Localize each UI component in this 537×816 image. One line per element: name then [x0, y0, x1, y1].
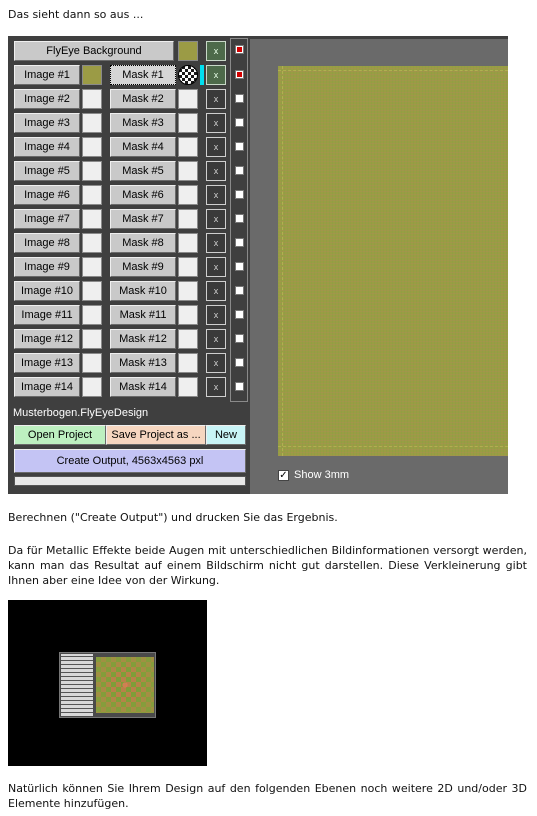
progress-bar — [14, 476, 246, 486]
layer-visible-checkbox[interactable] — [235, 262, 244, 271]
mask-color-swatch[interactable] — [178, 329, 198, 349]
image-color-swatch[interactable] — [82, 329, 102, 349]
image-color-swatch[interactable] — [82, 233, 102, 253]
mask-color-swatch[interactable] — [178, 185, 198, 205]
image-button[interactable]: Image #10 — [14, 281, 80, 301]
layer-visible-checkbox[interactable] — [235, 190, 244, 199]
image-color-swatch[interactable] — [82, 305, 102, 325]
mask-button[interactable]: Mask #14 — [110, 377, 176, 397]
image-button[interactable]: Image #14 — [14, 377, 80, 397]
background-visible-checkbox[interactable] — [235, 45, 244, 54]
layer-clear-button[interactable]: x — [206, 113, 226, 133]
layer-clear-button[interactable]: x — [206, 329, 226, 349]
new-project-button[interactable]: New — [206, 425, 246, 445]
mask-button[interactable]: Mask #11 — [110, 305, 176, 325]
layer-visible-checkbox[interactable] — [235, 334, 244, 343]
mask-color-swatch[interactable] — [178, 161, 198, 181]
image-button[interactable]: Image #4 — [14, 137, 80, 157]
layer-visible-checkbox[interactable] — [235, 166, 244, 175]
mask-button[interactable]: Mask #3 — [110, 113, 176, 133]
image-color-swatch[interactable] — [82, 137, 102, 157]
mask-button[interactable]: Mask #10 — [110, 281, 176, 301]
image-button[interactable]: Image #12 — [14, 329, 80, 349]
image-color-swatch[interactable] — [82, 185, 102, 205]
layer-clear-button[interactable]: x — [206, 161, 226, 181]
show-3mm-checkbox[interactable]: ✓ — [279, 470, 288, 481]
mask-color-swatch[interactable] — [178, 257, 198, 277]
reduced-result-image — [8, 600, 207, 766]
mask-button[interactable]: Mask #6 — [110, 185, 176, 205]
thumbnail-flyeye-pattern — [96, 657, 154, 713]
paragraph-more-layers: Natürlich können Sie Ihrem Design auf den folgenden Ebenen noch weitere 2D und/oder 3D Elemente hinzufügen. — [8, 782, 527, 810]
paragraph-create-output: Berechnen ("Create Output") und drucken Sie das Ergebnis. — [8, 511, 338, 524]
layer-clear-button[interactable]: x — [206, 65, 226, 85]
image-color-swatch[interactable] — [82, 257, 102, 277]
guide-line-left — [282, 66, 283, 456]
mask-color-swatch[interactable] — [178, 281, 198, 301]
image-color-swatch[interactable] — [82, 209, 102, 229]
image-button[interactable]: Image #13 — [14, 353, 80, 373]
image-color-swatch[interactable] — [82, 89, 102, 109]
layer-visible-checkbox[interactable] — [235, 382, 244, 391]
background-clear-button[interactable]: x — [206, 41, 226, 61]
flyeye-app-screenshot — [8, 36, 508, 494]
mask-button[interactable]: Mask #2 — [110, 89, 176, 109]
save-project-button[interactable]: Save Project as ... — [106, 425, 206, 445]
image-color-swatch[interactable] — [82, 113, 102, 133]
mask-button[interactable]: Mask #5 — [110, 161, 176, 181]
layer-clear-button[interactable]: x — [206, 377, 226, 397]
layer-clear-button[interactable]: x — [206, 305, 226, 325]
flyeye-background-button[interactable]: FlyEye Background — [14, 41, 174, 61]
mask-button[interactable]: Mask #8 — [110, 233, 176, 253]
intro-text: Das sieht dann so aus ... — [8, 8, 144, 21]
layer-visible-checkbox[interactable] — [235, 214, 244, 223]
layer-clear-button[interactable]: x — [206, 257, 226, 277]
mask-button[interactable]: Mask #13 — [110, 353, 176, 373]
image-button[interactable]: Image #6 — [14, 185, 80, 205]
mask-color-swatch[interactable] — [178, 113, 198, 133]
image-color-swatch[interactable] — [82, 353, 102, 373]
guide-line-top — [278, 70, 508, 71]
mask-button[interactable]: Mask #7 — [110, 209, 176, 229]
show-3mm-label: Show 3mm — [294, 469, 350, 481]
layer-clear-button[interactable]: x — [206, 89, 226, 109]
mask-button[interactable]: Mask #9 — [110, 257, 176, 277]
mask-color-swatch[interactable] — [178, 209, 198, 229]
mask-button[interactable]: Mask #1 — [110, 65, 176, 85]
mask-color-swatch[interactable] — [178, 377, 198, 397]
thumbnail-layer-list — [61, 654, 93, 716]
layer-visible-checkbox[interactable] — [235, 286, 244, 295]
mask-color-swatch[interactable] — [178, 305, 198, 325]
layer-visible-checkbox[interactable] — [235, 118, 244, 127]
layer-visible-checkbox[interactable] — [235, 238, 244, 247]
layer-clear-button[interactable]: x — [206, 137, 226, 157]
mask-color-swatch[interactable] — [178, 137, 198, 157]
mask-checker-icon — [178, 65, 198, 85]
image-button[interactable]: Image #8 — [14, 233, 80, 253]
paragraph-metallic-effects: Da für Metallic Effekte beide Augen mit unterschiedlichen Bildinformationen versorgt werden, kann man das Resultat auf einem Bildschirm nicht gut darstellen. Diese Verkleinerung gibt Ihnen aber eine Idee von der Wirkung. — [8, 544, 527, 587]
background-color-swatch[interactable] — [178, 41, 198, 61]
thumbnail-app-window — [59, 652, 156, 718]
create-output-button[interactable]: Create Output, 4563x4563 pxl — [14, 449, 246, 473]
image-button[interactable]: Image #9 — [14, 257, 80, 277]
layer-visible-checkbox[interactable] — [235, 310, 244, 319]
layer-visible-checkbox[interactable] — [235, 358, 244, 367]
layer-visible-checkbox[interactable] — [235, 94, 244, 103]
image-button[interactable]: Image #11 — [14, 305, 80, 325]
layer-visible-checkbox[interactable] — [235, 142, 244, 151]
image-button[interactable]: Image #3 — [14, 113, 80, 133]
mask-button[interactable]: Mask #12 — [110, 329, 176, 349]
layer-clear-button[interactable]: x — [206, 209, 226, 229]
mask-color-swatch[interactable] — [178, 233, 198, 253]
preview-canvas — [278, 66, 508, 456]
open-project-button[interactable]: Open Project — [14, 425, 106, 445]
image-button[interactable]: Image #1 — [14, 65, 80, 85]
guide-line-bottom — [278, 446, 508, 447]
layer-visible-checkbox[interactable] — [235, 70, 244, 79]
image-color-swatch[interactable] — [82, 377, 102, 397]
image-color-swatch[interactable] — [82, 65, 102, 85]
layer-clear-button[interactable]: x — [206, 185, 226, 205]
image-button[interactable]: Image #2 — [14, 89, 80, 109]
mask-color-swatch[interactable] — [178, 353, 198, 373]
layer-clear-button[interactable]: x — [206, 281, 226, 301]
mask-button[interactable]: Mask #4 — [110, 137, 176, 157]
mask-color-swatch[interactable] — [178, 89, 198, 109]
layer-clear-button[interactable]: x — [206, 233, 226, 253]
layer-clear-button[interactable]: x — [206, 353, 226, 373]
image-color-swatch[interactable] — [82, 281, 102, 301]
selection-marker — [200, 65, 204, 85]
image-color-swatch[interactable] — [82, 161, 102, 181]
image-button[interactable]: Image #7 — [14, 209, 80, 229]
image-button[interactable]: Image #5 — [14, 161, 80, 181]
project-file-name: Musterbogen.FlyEyeDesign — [13, 407, 149, 419]
